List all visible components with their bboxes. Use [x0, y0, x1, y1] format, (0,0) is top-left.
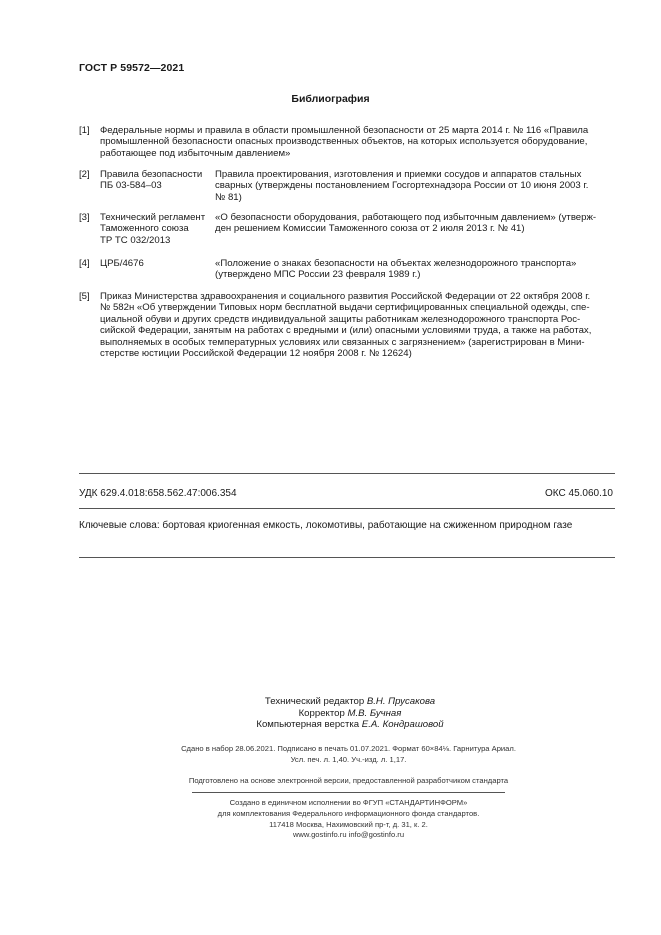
standard-number: ГОСТ Р 59572—2021	[79, 62, 185, 74]
bibliography-entry-3	[79, 212, 615, 248]
divider-middle	[79, 508, 615, 509]
entry-description: «О безопасности оборудования, работающего под избыточным давлением» (утверж- ден решением Комиссии Таможенного союза от 2 июля 2013 г. № 41)	[215, 212, 597, 235]
udk-code: УДК 629.4.018:658.562.47:006.354	[79, 488, 237, 499]
credit-corrector: Корректор М.В. Бучная	[298, 707, 402, 719]
bibliography-entry-5	[79, 291, 615, 361]
prepared-note: Подготовлено на основе электронной версии, предоставленной разработчиком стандарта	[188, 776, 509, 785]
entry-number: [1]	[79, 125, 90, 136]
entry-document: Правила безопасности ПБ 03-584–03	[100, 169, 203, 192]
bibliography-entry-1	[79, 125, 615, 161]
entry-number: [5]	[79, 291, 90, 302]
bibliography-entry-2	[79, 169, 615, 205]
entry-number: [3]	[79, 212, 90, 223]
editorial-credits	[0, 696, 661, 731]
credit-layout: Компьютерная верстка Е.А. Кондрашовой	[256, 719, 444, 731]
bibliography-entry-4	[79, 258, 615, 282]
print-details: Сдано в набор 28.06.2021. Подписано в печать 01.07.2021. Формат 60×84⅛. Гарнитура Ариал. Усл. печ. л. 1,40. Уч.-изд. л. 1,17.	[181, 744, 516, 765]
credit-editor: Технический редактор В.Н. Прусакова	[264, 696, 436, 707]
entry-description: «Положение о знаках безопасности на объектах железнодорожного транспорта» (утверждено МПС России 23 февраля 1989 г.)	[215, 258, 577, 281]
entry-text: Федеральные нормы и правила в области промышленной безопасности от 25 марта 2014 г. № 116 «Правила промышленной безопасности опасных производственных объектов, на которых используется оборудование, работающее под избыточным давлением»	[100, 125, 589, 159]
entry-number: [2]	[79, 169, 90, 180]
entry-document: ЦРБ/4676	[100, 258, 144, 269]
oks-code: ОКС 45.060.10	[545, 488, 613, 499]
divider-bottom	[79, 557, 615, 558]
entry-number: [4]	[79, 258, 90, 269]
entry-document: Технический регламент Таможенного союза ТР ТС 032/2013	[100, 212, 206, 246]
keywords: Ключевые слова: бортовая криогенная емкость, локомотивы, работающие на сжиженном природном газе	[79, 520, 573, 531]
entry-text: Приказ Министерства здравоохранения и социального развития Российской Федерации от 22 октября 2008 г. № 582н «Об утверждении Типовых норм бесплатной выдачи сертифицированных специальной одежды, спе- циальной обуви и других средств индивидуальной защиты работникам железнодорожного транспорта Рос- сийской Федерации, занятым на работах с вредными и (или) опасными условиями труда, а также на работах, выполняемых в особых температурных условиях или связанных с загрязнением» (зарегистрирован в Мини- стерстве юстиции Российской Федерации 12 ноября 2008 г. № 12624)	[100, 291, 592, 360]
divider-publisher	[192, 792, 505, 793]
divider-top	[79, 473, 615, 474]
bibliography-title: Библиография	[291, 93, 370, 105]
publisher-info: Создано в единичном исполнении во ФГУП «СТАНДАРТИНФОРМ» для комплектования Федерального информационного фонда стандартов. 117418 Москва, Нахимовский пр-т, д. 31, к. 2. www.gostinfo.ru info@gostinfo.ru	[217, 798, 480, 840]
entry-description: Правила проектирования, изготовления и приемки сосудов и аппаратов стальных сварных (утверждены постановлением Госгортехнадзора России от 10 июня 2003 г. № 81)	[215, 169, 589, 203]
